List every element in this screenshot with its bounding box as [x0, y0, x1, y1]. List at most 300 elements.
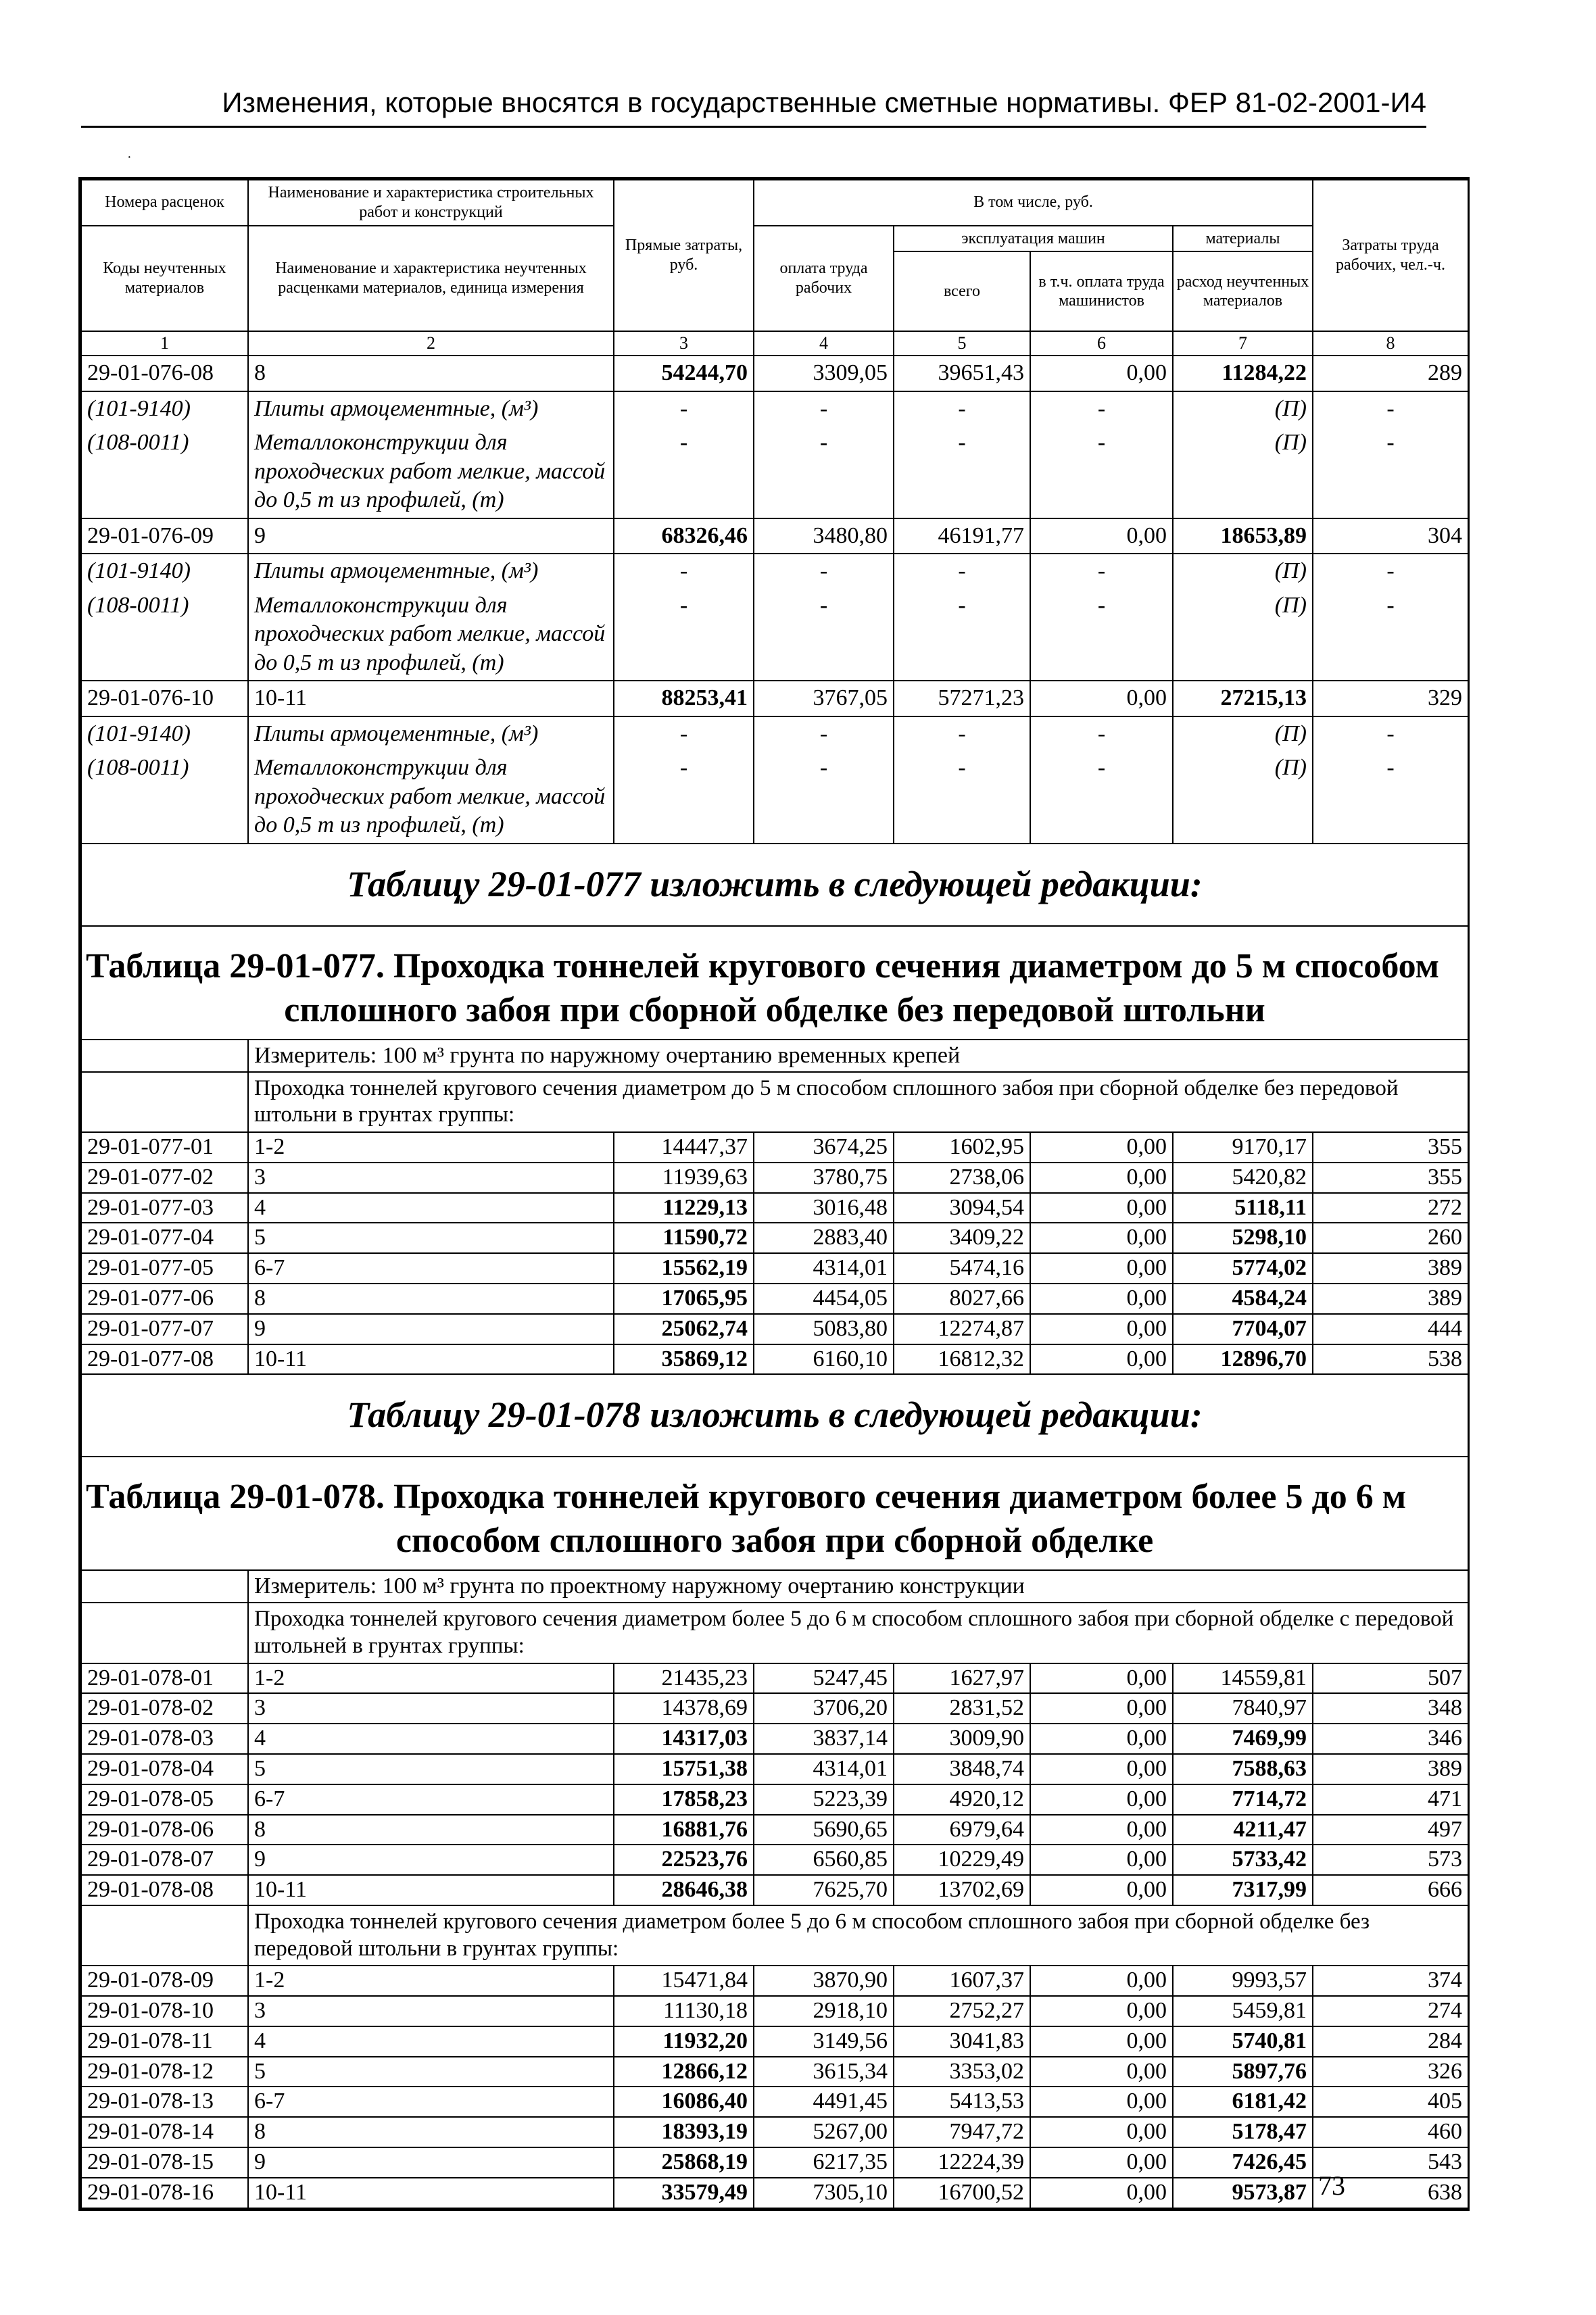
rate-row	[81, 1193, 1468, 1223]
soil-group: 3	[248, 1693, 614, 1724]
materials: 7704,07	[1173, 1314, 1313, 1344]
machines-total: 39651,43	[894, 356, 1030, 391]
labor-hours: 348	[1313, 1693, 1468, 1724]
labor-pay: 5247,45	[754, 1663, 894, 1694]
table-title-line2: способом сплошного забоя при сборной обделке	[395, 1521, 1154, 1561]
labor-pay: 7305,10	[754, 2178, 894, 2208]
material-name: Металлоконструкции для проходческих работ мелкие, массой до 0,5 т из профилей, (т)	[248, 589, 614, 681]
soil-group: 4	[248, 2026, 614, 2057]
labor-hours: 538	[1313, 1344, 1468, 1375]
table-title-line1: Таблица 29-01-078. Проходка тоннелей кругового сечения диаметром более 5 до 6 м	[86, 1478, 1407, 1517]
rate-row	[81, 1996, 1468, 2026]
title-077-text	[81, 926, 1468, 1040]
machinist-pay: 0,00	[1030, 1163, 1173, 1193]
rate-code: 29-01-077-03	[81, 1193, 248, 1223]
labor-pay: 5267,00	[754, 2117, 894, 2147]
labor-pay: 3615,34	[754, 2057, 894, 2087]
soil-group: 5	[248, 1754, 614, 1784]
rate-code: 29-01-078-09	[81, 1966, 248, 1996]
labor-hours: 284	[1313, 2026, 1468, 2057]
machines-total: 8027,66	[894, 1284, 1030, 1314]
rate-row	[81, 1875, 1468, 1905]
labor-hours: 304	[1313, 518, 1468, 554]
soil-group: 10-11	[248, 2178, 614, 2208]
labor-hours: 346	[1313, 1724, 1468, 1754]
soil-group: 9	[248, 1314, 614, 1344]
rate-code: 29-01-077-07	[81, 1314, 248, 1344]
dash-cell: -	[894, 426, 1030, 518]
direct-costs: 11939,63	[614, 1163, 754, 1193]
direct-costs: 11130,18	[614, 1996, 754, 2026]
labor-hours: 405	[1313, 2087, 1468, 2117]
labor-pay: 2918,10	[754, 1996, 894, 2026]
measure-row	[81, 1040, 1468, 1072]
dash-cell: -	[614, 716, 754, 752]
materials: 5459,81	[1173, 1996, 1313, 2026]
measure-text: Измеритель: 100 м³ грунта по наружному очертанию временных крепей	[248, 1040, 1468, 1072]
machinist-pay: 0,00	[1030, 1693, 1173, 1724]
blank-cell	[81, 1570, 248, 1603]
group-text: Проходка тоннелей кругового сечения диаметром более 5 до 6 м способом сплошного забоя при сборной обделке с передовой штольней в грунтах группы:	[248, 1603, 1468, 1663]
column-number: 4	[754, 331, 894, 356]
direct-costs: 18393,19	[614, 2117, 754, 2147]
direct-costs: 15751,38	[614, 1754, 754, 1784]
rate-code: 29-01-078-15	[81, 2147, 248, 2178]
group-text: Проходка тоннелей кругового сечения диаметром более 5 до 6 м способом сплошного забоя при сборной обделке без передовой штольни в грунтах группы:	[248, 1905, 1468, 1966]
materials: 5740,81	[1173, 2026, 1313, 2057]
rate-code: 29-01-078-14	[81, 2117, 248, 2147]
labor-hours: 389	[1313, 1754, 1468, 1784]
dash-cell: -	[1313, 391, 1468, 427]
direct-costs: 25868,19	[614, 2147, 754, 2178]
direct-costs: 54244,70	[614, 356, 754, 391]
labor-pay: 4491,45	[754, 2087, 894, 2117]
machinist-pay: 0,00	[1030, 1253, 1173, 1284]
rate-row	[81, 1966, 1468, 1996]
direct-costs: 21435,23	[614, 1663, 754, 1694]
column-number: 6	[1030, 331, 1173, 356]
rate-row	[81, 1663, 1468, 1694]
rate-code: 29-01-078-12	[81, 2057, 248, 2087]
col8-header: Затраты труда рабочих, чел.-ч.	[1313, 180, 1468, 331]
dash-cell: -	[614, 751, 754, 844]
dash-cell: -	[1313, 554, 1468, 589]
rate-row	[81, 1754, 1468, 1784]
direct-costs: 88253,41	[614, 681, 754, 716]
material-row	[81, 554, 1468, 589]
material-p-mark: (П)	[1173, 554, 1313, 589]
rate-row	[81, 1784, 1468, 1815]
col7-header: расход неучтенных материалов	[1173, 251, 1313, 331]
rate-code: 29-01-078-04	[81, 1754, 248, 1784]
material-row	[81, 589, 1468, 681]
labor-pay: 3767,05	[754, 681, 894, 716]
material-p-mark: (П)	[1173, 589, 1313, 681]
materials: 4584,24	[1173, 1284, 1313, 1314]
labor-hours: 355	[1313, 1132, 1468, 1163]
material-name: Плиты армоцементные, (м³)	[248, 554, 614, 589]
labor-hours: 497	[1313, 1815, 1468, 1845]
machinist-pay: 0,00	[1030, 2147, 1173, 2178]
machinist-pay: 0,00	[1030, 2117, 1173, 2147]
direct-costs: 35869,12	[614, 1344, 754, 1375]
materials: 5774,02	[1173, 1253, 1313, 1284]
materials: 27215,13	[1173, 681, 1313, 716]
rate-code: 29-01-078-05	[81, 1784, 248, 1815]
materials: 5298,10	[1173, 1223, 1313, 1253]
materials: 5897,76	[1173, 2057, 1313, 2087]
group-row	[81, 1905, 1468, 1966]
machines-total: 2738,06	[894, 1163, 1030, 1193]
direct-costs: 17858,23	[614, 1784, 754, 1815]
column-number: 7	[1173, 331, 1313, 356]
soil-group: 6-7	[248, 1784, 614, 1815]
header-row-2	[81, 226, 1468, 252]
machinist-pay: 0,00	[1030, 1284, 1173, 1314]
soil-group: 8	[248, 356, 614, 391]
direct-costs: 28646,38	[614, 1875, 754, 1905]
machinist-pay: 0,00	[1030, 2057, 1173, 2087]
table-body	[81, 180, 1468, 2208]
materials: 6181,42	[1173, 2087, 1313, 2117]
labor-hours: 272	[1313, 1193, 1468, 1223]
materials: 12896,70	[1173, 1344, 1313, 1375]
machines-total: 46191,77	[894, 518, 1030, 554]
material-code: (101-9140)	[81, 716, 248, 752]
labor-hours: 374	[1313, 1966, 1468, 1996]
soil-group: 3	[248, 1996, 614, 2026]
table-title-line2: сплошного забоя при сборной обделке без передовой штольни	[284, 990, 1265, 1029]
machinist-pay: 0,00	[1030, 1996, 1173, 2026]
dash-cell: -	[614, 589, 754, 681]
labor-pay: 3706,20	[754, 1693, 894, 1724]
rate-row	[81, 1344, 1468, 1375]
dash-cell: -	[754, 751, 894, 844]
labor-hours: 666	[1313, 1875, 1468, 1905]
labor-pay: 5690,65	[754, 1815, 894, 1845]
soil-group: 8	[248, 1815, 614, 1845]
rate-code: 29-01-076-09	[81, 518, 248, 554]
rate-code: 29-01-078-02	[81, 1693, 248, 1724]
dash-cell: -	[1030, 391, 1173, 427]
measure-text: Измеритель: 100 м³ грунта по проектному наружному очертанию конструкции	[248, 1570, 1468, 1603]
blank-cell	[81, 1905, 248, 1966]
col6-header: в т.ч. оплата труда машинистов	[1030, 251, 1173, 331]
machinist-pay: 0,00	[1030, 1784, 1173, 1815]
machinist-pay: 0,00	[1030, 681, 1173, 716]
group-text: Проходка тоннелей кругового сечения диаметром до 5 м способом сплошного забоя при сборной обделке без передовой штольни в грунтах группы:	[248, 1072, 1468, 1132]
machines-total: 16700,52	[894, 2178, 1030, 2208]
dash-cell: -	[754, 426, 894, 518]
blank-cell	[81, 1603, 248, 1663]
edit-note-077-text: Таблицу 29-01-077 изложить в следующей редакции:	[81, 844, 1468, 926]
material-name: Плиты армоцементные, (м³)	[248, 391, 614, 427]
col5-header: всего	[894, 251, 1030, 331]
rate-row	[81, 1314, 1468, 1344]
soil-group: 5	[248, 2057, 614, 2087]
labor-pay: 5223,39	[754, 1784, 894, 1815]
labor-pay: 6217,35	[754, 2147, 894, 2178]
machines-total: 1607,37	[894, 1966, 1030, 1996]
rate-code: 29-01-077-04	[81, 1223, 248, 1253]
labor-hours: 444	[1313, 1314, 1468, 1344]
rate-row	[81, 1845, 1468, 1875]
dash-cell: -	[894, 589, 1030, 681]
direct-costs: 14447,37	[614, 1132, 754, 1163]
machines-total: 3094,54	[894, 1193, 1030, 1223]
rate-code: 29-01-078-16	[81, 2178, 248, 2208]
machinist-pay: 0,00	[1030, 1724, 1173, 1754]
rate-row	[81, 2087, 1468, 2117]
rate-code: 29-01-078-07	[81, 1845, 248, 1875]
dash-cell: -	[1030, 716, 1173, 752]
dash-cell: -	[894, 751, 1030, 844]
materials: 11284,22	[1173, 356, 1313, 391]
labor-pay: 4454,05	[754, 1284, 894, 1314]
material-name: Металлоконструкции для проходческих работ мелкие, массой до 0,5 т из профилей, (т)	[248, 426, 614, 518]
rate-code: 29-01-078-03	[81, 1724, 248, 1754]
dash-cell: -	[1030, 589, 1173, 681]
direct-costs: 14317,03	[614, 1724, 754, 1754]
edit-note-078	[81, 1374, 1468, 1457]
machines-total: 13702,69	[894, 1875, 1030, 1905]
edit-note-078-text: Таблицу 29-01-078 изложить в следующей редакции:	[81, 1374, 1468, 1457]
machinist-pay: 0,00	[1030, 1845, 1173, 1875]
soil-group: 9	[248, 2147, 614, 2178]
soil-group: 9	[248, 1845, 614, 1875]
rate-code: 29-01-078-10	[81, 1996, 248, 2026]
col1-header-a: Номера расценок	[81, 180, 248, 226]
labor-pay: 3309,05	[754, 356, 894, 391]
rate-row	[81, 1253, 1468, 1284]
materials: 7840,97	[1173, 1693, 1313, 1724]
col3-header: Прямые затраты, руб.	[614, 180, 754, 331]
labor-pay: 3674,25	[754, 1132, 894, 1163]
materials: 5733,42	[1173, 1845, 1313, 1875]
material-p-mark: (П)	[1173, 391, 1313, 427]
rate-code: 29-01-077-06	[81, 1284, 248, 1314]
machines-total: 3409,22	[894, 1223, 1030, 1253]
soil-group: 1-2	[248, 1966, 614, 1996]
machinist-pay: 0,00	[1030, 1754, 1173, 1784]
col2-header-a: Наименование и характеристика строительных работ и конструкций	[248, 180, 614, 226]
material-name: Металлоконструкции для проходческих работ мелкие, массой до 0,5 т из профилей, (т)	[248, 751, 614, 844]
labor-hours: 260	[1313, 1223, 1468, 1253]
materials: 9170,17	[1173, 1132, 1313, 1163]
edit-note-077	[81, 844, 1468, 926]
rate-code: 29-01-077-01	[81, 1132, 248, 1163]
dash-cell: -	[1030, 751, 1173, 844]
machines-total: 2752,27	[894, 1996, 1030, 2026]
dash-cell: -	[894, 554, 1030, 589]
labor-hours: 326	[1313, 2057, 1468, 2087]
material-row	[81, 426, 1468, 518]
dash-cell: -	[1030, 426, 1173, 518]
col4-header: оплата труда рабочих	[754, 226, 894, 332]
machinist-pay: 0,00	[1030, 1663, 1173, 1694]
labor-hours: 471	[1313, 1784, 1468, 1815]
materials: 9573,87	[1173, 2178, 1313, 2208]
materials: 7469,99	[1173, 1724, 1313, 1754]
machinist-pay: 0,00	[1030, 2178, 1173, 2208]
machinist-pay: 0,00	[1030, 518, 1173, 554]
material-p-mark: (П)	[1173, 716, 1313, 752]
machines-total: 5413,53	[894, 2087, 1030, 2117]
dash-cell: -	[894, 391, 1030, 427]
labor-pay: 5083,80	[754, 1314, 894, 1344]
materials: 5118,11	[1173, 1193, 1313, 1223]
machinist-pay: 0,00	[1030, 1132, 1173, 1163]
soil-group: 10-11	[248, 1344, 614, 1375]
material-code: (101-9140)	[81, 554, 248, 589]
rate-row	[81, 1693, 1468, 1724]
material-row	[81, 716, 1468, 752]
rate-code: 29-01-078-08	[81, 1875, 248, 1905]
machines-total: 2831,52	[894, 1693, 1030, 1724]
main-table	[80, 179, 1469, 2209]
materials: 7426,45	[1173, 2147, 1313, 2178]
rate-row	[81, 1815, 1468, 1845]
labor-hours: 507	[1313, 1663, 1468, 1694]
machines-total: 3353,02	[894, 2057, 1030, 2087]
dash-cell: -	[894, 716, 1030, 752]
labor-pay: 3837,14	[754, 1724, 894, 1754]
direct-costs: 16881,76	[614, 1815, 754, 1845]
soil-group: 3	[248, 1163, 614, 1193]
dash-cell: -	[1313, 589, 1468, 681]
machinist-pay: 0,00	[1030, 1875, 1173, 1905]
labor-hours: 274	[1313, 1996, 1468, 2026]
materials: 7714,72	[1173, 1784, 1313, 1815]
soil-group: 8	[248, 2117, 614, 2147]
rate-row	[81, 1223, 1468, 1253]
direct-costs: 11932,20	[614, 2026, 754, 2057]
document-table	[78, 177, 1470, 2211]
dash-cell: -	[1313, 751, 1468, 844]
material-row	[81, 391, 1468, 427]
measure-row	[81, 1570, 1468, 1603]
materials: 5420,82	[1173, 1163, 1313, 1193]
dash-cell: -	[754, 716, 894, 752]
rate-row	[81, 356, 1468, 391]
rate-code: 29-01-077-02	[81, 1163, 248, 1193]
labor-pay: 3480,80	[754, 518, 894, 554]
soil-group: 8	[248, 1284, 614, 1314]
table-title-line1: Таблица 29-01-077. Проходка тоннелей кругового сечения диаметром до 5 м способом	[86, 946, 1440, 985]
machines-total: 7947,72	[894, 2117, 1030, 2147]
group-row	[81, 1603, 1468, 1663]
labor-hours: 389	[1313, 1284, 1468, 1314]
dash-cell: -	[754, 391, 894, 427]
labor-hours: 460	[1313, 2117, 1468, 2147]
rate-row	[81, 681, 1468, 716]
rate-row	[81, 2026, 1468, 2057]
title-077	[81, 926, 1468, 1040]
labor-hours: 355	[1313, 1163, 1468, 1193]
soil-group: 5	[248, 1223, 614, 1253]
direct-costs: 12866,12	[614, 2057, 754, 2087]
direct-costs: 11590,72	[614, 1223, 754, 1253]
labor-pay: 3149,56	[754, 2026, 894, 2057]
machinist-pay: 0,00	[1030, 1193, 1173, 1223]
labor-hours: 289	[1313, 356, 1468, 391]
machines-total: 57271,23	[894, 681, 1030, 716]
direct-costs: 16086,40	[614, 2087, 754, 2117]
labor-pay: 6160,10	[754, 1344, 894, 1375]
material-p-mark: (П)	[1173, 751, 1313, 844]
direct-costs: 11229,13	[614, 1193, 754, 1223]
running-header: Изменения, которые вносятся в государственные сметные нормативы. ФЕР 81-02-2001-И4	[81, 87, 1426, 128]
material-code: (108-0011)	[81, 751, 248, 844]
blank-cell	[81, 1040, 248, 1072]
soil-group: 4	[248, 1193, 614, 1223]
machinist-pay: 0,00	[1030, 1223, 1173, 1253]
soil-group: 6-7	[248, 1253, 614, 1284]
rate-row	[81, 2057, 1468, 2087]
material-name: Плиты армоцементные, (м³)	[248, 716, 614, 752]
direct-costs: 15562,19	[614, 1253, 754, 1284]
machinist-pay: 0,00	[1030, 356, 1173, 391]
soil-group: 9	[248, 518, 614, 554]
machinist-pay: 0,00	[1030, 1314, 1173, 1344]
machinist-pay: 0,00	[1030, 1966, 1173, 1996]
machines-total: 12224,39	[894, 2147, 1030, 2178]
rate-code: 29-01-078-11	[81, 2026, 248, 2057]
labor-pay: 4314,01	[754, 1253, 894, 1284]
machinist-pay: 0,00	[1030, 2026, 1173, 2057]
direct-costs: 15471,84	[614, 1966, 754, 1996]
machines-total: 5474,16	[894, 1253, 1030, 1284]
rate-row	[81, 1724, 1468, 1754]
material-row	[81, 751, 1468, 844]
rate-code: 29-01-076-10	[81, 681, 248, 716]
rate-code: 29-01-077-05	[81, 1253, 248, 1284]
rate-code: 29-01-078-13	[81, 2087, 248, 2117]
rate-row	[81, 1163, 1468, 1193]
rate-code: 29-01-078-01	[81, 1663, 248, 1694]
labor-hours: 389	[1313, 1253, 1468, 1284]
rate-row	[81, 1132, 1468, 1163]
rate-row	[81, 1284, 1468, 1314]
machines-total: 6979,64	[894, 1815, 1030, 1845]
soil-group: 10-11	[248, 681, 614, 716]
group-row	[81, 1072, 1468, 1132]
labor-hours: 573	[1313, 1845, 1468, 1875]
direct-costs: 14378,69	[614, 1693, 754, 1724]
col1-header-b: Коды неучтенных материалов	[81, 226, 248, 332]
machinist-pay: 0,00	[1030, 1815, 1173, 1845]
labor-pay: 3780,75	[754, 1163, 894, 1193]
page-number: 73	[1318, 2170, 1345, 2201]
soil-group: 1-2	[248, 1663, 614, 1694]
column-number: 2	[248, 331, 614, 356]
materials: 5178,47	[1173, 2117, 1313, 2147]
soil-group: 4	[248, 1724, 614, 1754]
machinist-pay: 0,00	[1030, 2087, 1173, 2117]
materials: 7588,63	[1173, 1754, 1313, 1784]
materials: 7317,99	[1173, 1875, 1313, 1905]
labor-hours: 543	[1313, 2147, 1468, 2178]
machines-total: 1627,97	[894, 1663, 1030, 1694]
rate-code: 29-01-076-08	[81, 356, 248, 391]
rate-row	[81, 518, 1468, 554]
dash-cell: -	[1313, 426, 1468, 518]
machinist-pay: 0,00	[1030, 1344, 1173, 1375]
labor-pay: 3870,90	[754, 1966, 894, 1996]
column-number: 1	[81, 331, 248, 356]
dash-cell: -	[614, 554, 754, 589]
column-number-row	[81, 331, 1468, 356]
